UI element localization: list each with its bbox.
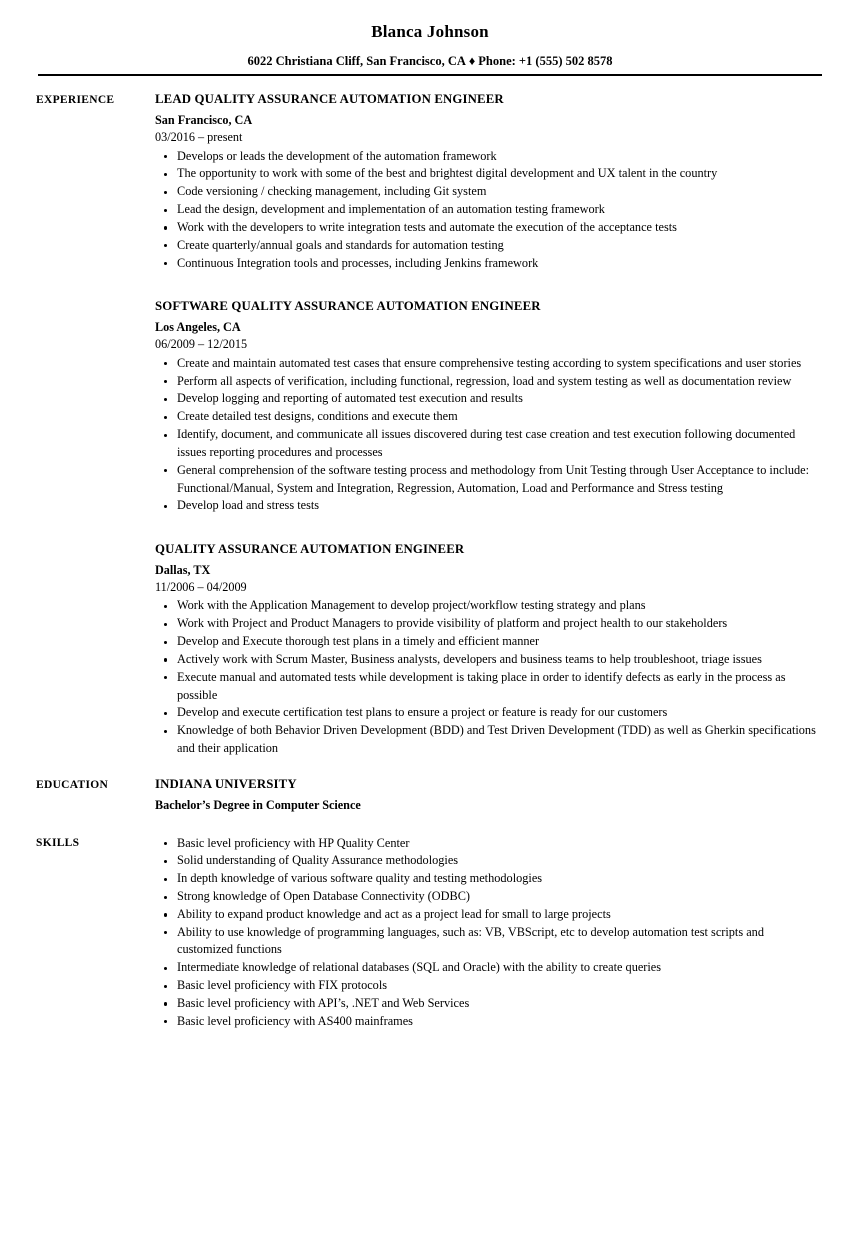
education-entry	[155, 777, 822, 813]
job-responsibility-list	[155, 597, 822, 757]
list-item: Execute manual and automated tests while development is taking place in order to identify defects as early in the process as possible	[155, 669, 822, 705]
diamond-separator-icon: ♦	[468, 54, 476, 69]
list-item: Knowledge of both Behavior Driven Development (BDD) and Test Driven Development (TDD) as well as Gherkin specifications and their application	[155, 722, 822, 758]
list-item: Create detailed test designs, conditions and execute them	[155, 408, 822, 426]
list-item: Perform all aspects of verification, including functional, regression, load and system testing as well as documentation review	[155, 373, 822, 391]
list-item: Develop logging and reporting of automated test execution and results	[155, 390, 822, 408]
list-item: Work with the developers to write integration tests and automate the execution of the acceptance tests	[155, 219, 822, 237]
list-item: Work with the Application Management to develop project/workflow testing strategy and plans	[155, 597, 822, 615]
list-item: In depth knowledge of various software quality and testing methodologies	[155, 870, 822, 888]
list-item: Basic level proficiency with HP Quality Center	[155, 835, 822, 853]
list-item: Create and maintain automated test cases that ensure comprehensive testing according to system specifications and user stories	[155, 355, 822, 373]
education-section-label: EDUCATION	[36, 778, 109, 791]
list-item: Code versioning / checking management, including Git system	[155, 183, 822, 201]
job-title: QUALITY ASSURANCE AUTOMATION ENGINEER	[155, 542, 465, 557]
job-entry	[155, 299, 822, 515]
job-responsibility-list	[155, 355, 822, 515]
list-item: General comprehension of the software testing process and methodology from Unit Testing through User Acceptance to include: Functional/Manual, System and Integration, Regression, Automation, Load and Performance and Stress testing	[155, 462, 822, 498]
list-item: Actively work with Scrum Master, Business analysts, developers and business teams to help troubleshoot, triage issues	[155, 651, 822, 669]
job-responsibility-list	[155, 148, 822, 273]
list-item: Ability to use knowledge of programming languages, such as: VB, VBScript, etc to develop automation test scripts and customized functions	[155, 924, 822, 960]
experience-list	[155, 92, 822, 758]
skills-list	[155, 835, 822, 1031]
job-location: San Francisco, CA	[155, 113, 253, 128]
job-title: LEAD QUALITY ASSURANCE AUTOMATION ENGINEER	[155, 92, 504, 107]
list-item: Solid understanding of Quality Assurance methodologies	[155, 852, 822, 870]
job-dates: 06/2009 – 12/2015	[155, 337, 248, 352]
list-item: Intermediate knowledge of relational databases (SQL and Oracle) with the ability to create queries	[155, 959, 822, 977]
list-item: Strong knowledge of Open Database Connectivity (ODBC)	[155, 888, 822, 906]
list-item: Identify, document, and communicate all issues discovered during test case creation and test execution following documented issues reporting procedures and processes	[155, 426, 822, 462]
list-item: Develops or leads the development of the automation framework	[155, 148, 822, 166]
job-location: Los Angeles, CA	[155, 320, 241, 335]
job-dates: 03/2016 – present	[155, 130, 243, 145]
contact-line	[0, 54, 860, 69]
list-item: Develop and Execute thorough test plans in a timely and efficient manner	[155, 633, 822, 651]
list-item: The opportunity to work with some of the best and brightest digital development and UX talent in the country	[155, 165, 822, 183]
job-location: Dallas, TX	[155, 563, 211, 578]
resume-header	[0, 0, 860, 69]
list-item: Basic level proficiency with API’s, .NET and Web Services	[155, 995, 822, 1013]
candidate-phone: Phone: +1 (555) 502 8578	[478, 54, 613, 69]
skills-section	[0, 835, 860, 1031]
list-item: Ability to expand product knowledge and act as a project lead for small to large projects	[155, 906, 822, 924]
experience-section	[0, 92, 860, 758]
list-item: Basic level proficiency with AS400 mainframes	[155, 1013, 822, 1031]
list-item: Lead the design, development and implementation of an automation testing framework	[155, 201, 822, 219]
list-item: Develop and execute certification test plans to ensure a project or feature is ready for our customers	[155, 704, 822, 722]
job-entry	[155, 542, 822, 758]
list-item: Continuous Integration tools and processes, including Jenkins framework	[155, 255, 822, 273]
candidate-name: Blanca Johnson	[371, 22, 489, 41]
list-item: Develop load and stress tests	[155, 497, 822, 515]
experience-section-label: EXPERIENCE	[36, 94, 115, 107]
list-item: Create quarterly/annual goals and standards for automation testing	[155, 237, 822, 255]
list-item: Work with Project and Product Managers to provide visibility of platform and project health to our stakeholders	[155, 615, 822, 633]
education-section	[0, 777, 860, 813]
job-dates: 11/2006 – 04/2009	[155, 579, 247, 594]
candidate-address: 6022 Christiana Cliff, San Francisco, CA	[247, 54, 466, 69]
job-title: SOFTWARE QUALITY ASSURANCE AUTOMATION ENGINEER	[155, 299, 541, 314]
job-entry	[155, 92, 822, 272]
skills-section-label: SKILLS	[36, 836, 80, 849]
education-degree: Bachelor’s Degree in Computer Science	[155, 797, 361, 812]
header-divider	[38, 74, 822, 76]
skills-list-wrapper	[155, 835, 822, 1031]
list-item: Basic level proficiency with FIX protocols	[155, 977, 822, 995]
education-school: INDIANA UNIVERSITY	[155, 776, 297, 791]
